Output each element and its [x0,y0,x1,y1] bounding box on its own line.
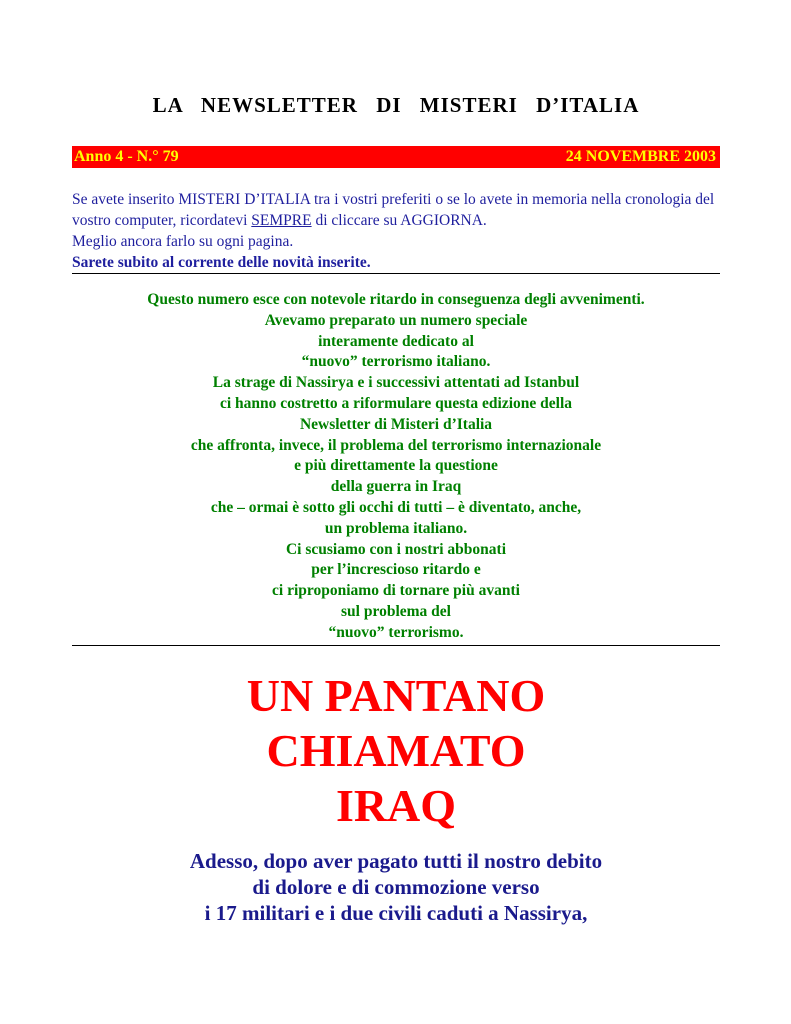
issue-date: 24 NOVEMBRE 2003 [565,148,716,165]
subhead-line-1: Adesso, dopo aver pagato tutti il nostro debito [189,849,603,873]
issue-number: Anno 4 - N.° 79 [74,148,179,165]
notice-line: e più direttamente la questione [294,457,498,475]
notice-line: Avevamo preparato un numero speciale [264,311,528,329]
notice-line: “nuovo” terrorismo. [328,623,464,641]
notice-line: Newsletter di Misteri d’Italia [299,415,493,433]
headline-line-1: UN PANTANO [246,670,546,721]
notice-line: ci riproponiamo di tornare più avanti [272,582,520,600]
intro-emphasis: SEMPRE [251,212,312,229]
notice-line: Ci scusiamo con i nostri abbonati [285,540,507,558]
notice-line: “nuovo” terrorismo italiano. [301,353,491,371]
divider-top [72,273,720,274]
issue-bar [72,146,720,168]
intro-text-after: di cliccare su AGGIORNA. [311,212,487,229]
intro-paragraph [72,189,722,273]
notice-line: che affronta, invece, il problema del terrorismo internazionale [190,436,602,454]
notice-line: per l’increscioso ritardo e [311,561,481,579]
newsletter-title: LA NEWSLETTER DI MISTERI D’ITALIA [152,93,640,117]
notice-line: un problema italiano. [324,519,468,537]
subhead-line-3: i 17 militari e i due civili caduti a Nassirya, [204,901,588,925]
notice-line: della guerra in Iraq [330,478,462,496]
article-subheading [72,848,720,926]
headline-line-2: CHIAMATO [266,725,526,776]
subhead-line-2: di dolore e di commozione verso [252,875,540,899]
intro-body [72,189,722,231]
intro-line-3: Meglio ancora farlo su ogni pagina. [72,233,294,250]
intro-text-before: Se avete inserito MISTERI D’ITALIA tra i vostri preferiti o se lo avete in memoria nella cronologia del vostro computer, ricordatevi [72,191,715,229]
notice-line: ci hanno costretto a riformulare questa edizione della [219,394,572,412]
notice-line: interamente dedicato al [318,332,474,350]
intro-line-4: Sarete subito al corrente delle novità inserite. [72,254,371,271]
notice-line: Questo numero esce con notevole ritardo in conseguenza degli avvenimenti. [147,291,645,308]
delay-notice [72,290,720,644]
notice-line: La strage di Nassirya e i successivi attentati ad Istanbul [212,374,580,392]
divider-bottom [72,645,720,646]
notice-line: sul problema del [341,602,451,620]
article-headline [72,668,720,833]
notice-line: che – ormai è sotto gli occhi di tutti – è diventato, anche, [210,498,582,516]
headline-line-3: IRAQ [335,780,457,831]
